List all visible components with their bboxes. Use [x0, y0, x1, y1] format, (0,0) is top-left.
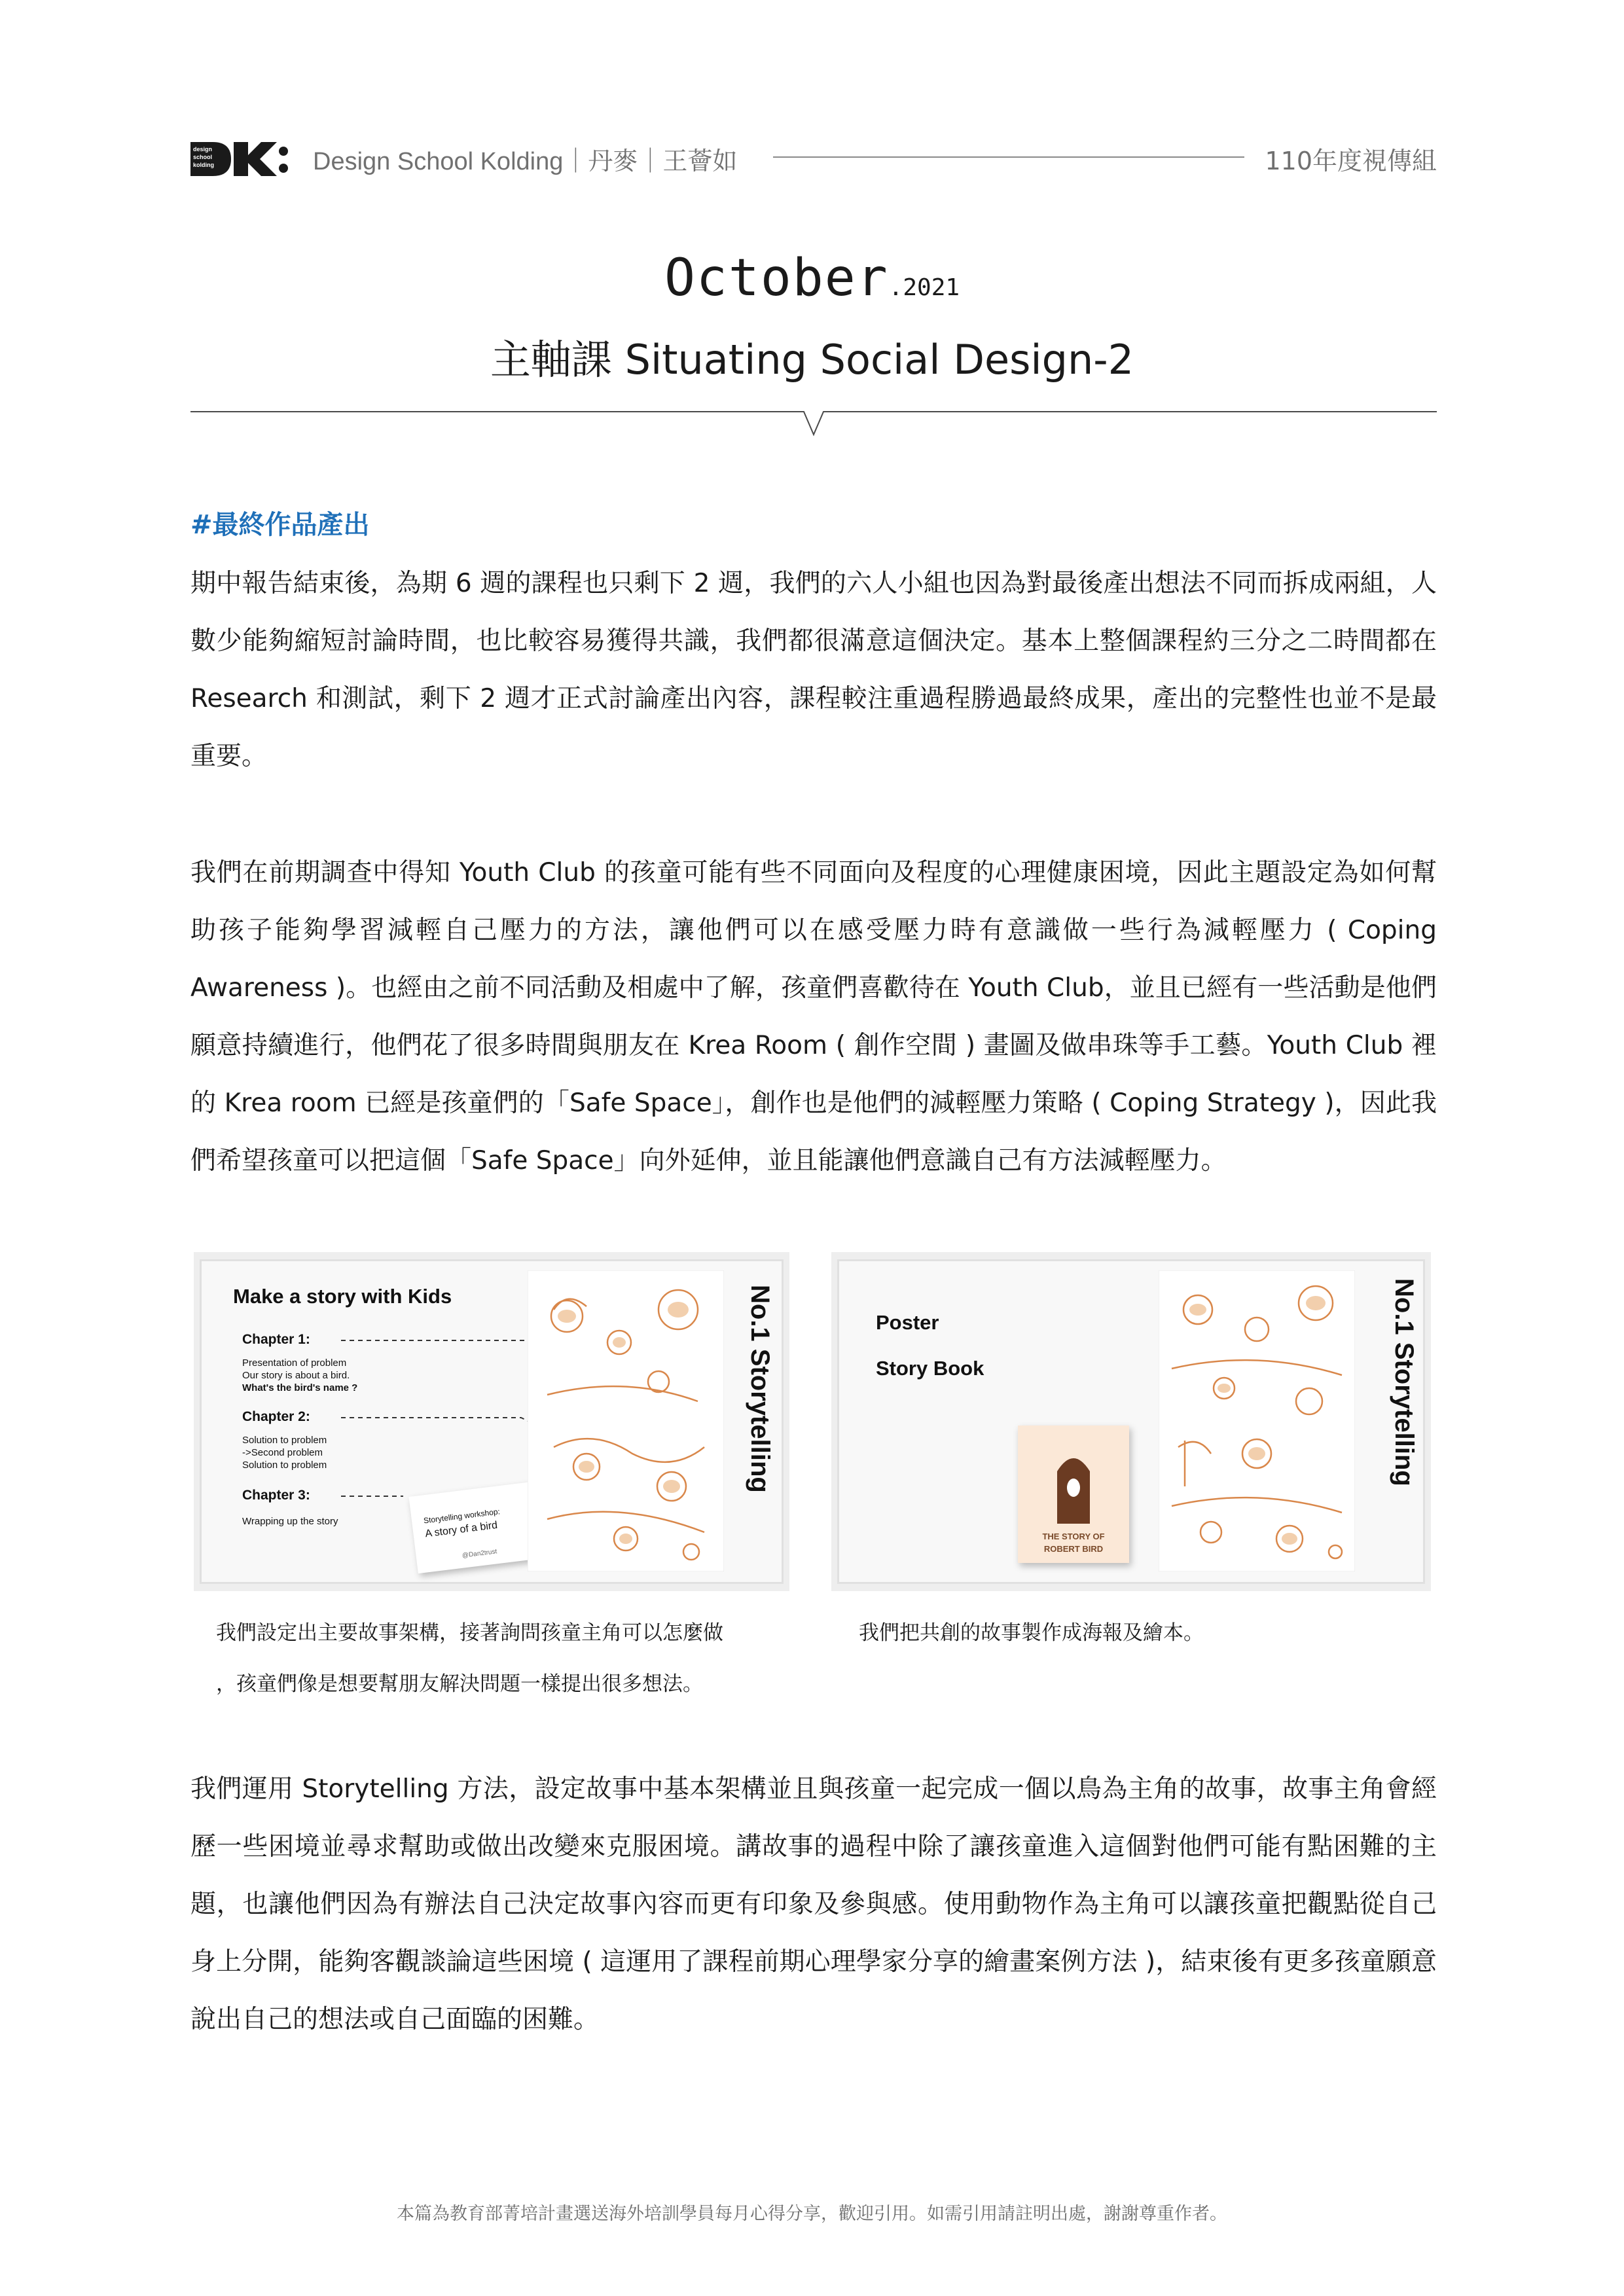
- svg-text:school: school: [193, 154, 213, 160]
- svg-text:design: design: [193, 146, 213, 152]
- fig1-chapter1: Chapter 1:: [242, 1332, 310, 1347]
- section-heading: #最終作品產出: [190, 510, 370, 540]
- page-footer: 本篇為教育部菁培計畫選送海外培訓學員每月心得分享，歡迎引用。如需引用請註明出處，謝謝尊重作者。: [397, 2204, 1227, 2224]
- paragraph-3: 我們運用 Storytelling 方法，設定故事中基本架構並且與孩童一起完成一個以鳥為主角的故事，故事主角會經歷一些困境並尋求幫助或做出改變來克服困境。講故事的過程中除了讓孩童進入這個對他們可能有點困難的主題，也讓他們因為有辦法自己決定故事內容而更有印象及參與感。使用動物作為主角可以讓孩童把觀點從自己身上分開，能夠客觀談論這些困境 ( 這運用了課程前期心理學家分享的繪畫案例方法 )，結束後有更多孩童願意說出自己的想法或自己面臨的困難。: [190, 1774, 1437, 2034]
- svg-text:kolding: kolding: [193, 162, 214, 168]
- fig1-side-label: No.1 Storytelling: [746, 1285, 774, 1493]
- dk-logo: [190, 142, 289, 176]
- title-divider: [190, 411, 1437, 437]
- fig1-chapter1-line2: Our story is about a bird.: [242, 1370, 350, 1381]
- header-rule: [773, 156, 1244, 158]
- figure-storytelling-structure: [194, 1252, 789, 1591]
- fig2-storybook-cover: [1018, 1426, 1129, 1563]
- fig1-chapter3: Chapter 3:: [242, 1488, 310, 1503]
- page-header: [190, 134, 1437, 180]
- header-school: Design School Kolding｜丹麥｜王薈如: [313, 148, 738, 175]
- fig2-label-poster: Poster: [876, 1311, 939, 1334]
- figure2-caption: 我們把共創的故事製作成海報及繪本。: [859, 1621, 1204, 1645]
- fig2-side-label: No.1 Storytelling: [1390, 1278, 1418, 1486]
- paragraph-2: 我們在前期調查中得知 Youth Club 的孩童可能有些不同面向及程度的心理健康困境，因此主題設定為如何幫助孩子能夠學習減輕自己壓力的方法，讓他們可以在感受壓力時有意識做一些行為減輕壓力 ( Coping Awareness )。也經由之前不同活動及相處中了解，孩童們喜歡待在 Youth Club，並且已經有一些活動是他們願意持續進行，他們花了很多時間與朋友在 Krea Room ( 創作空間 ) 畫圖及做串珠等手工藝。Youth Club 裡的 Krea room 已經是孩童們的「Safe Space」，創作也是他們的減輕壓力策略 ( Coping Strategy )，因此我們希望孩童可以把這個「Safe Space」向外延伸，並且能讓他們意識自己有方法減輕壓力。: [190, 858, 1437, 1175]
- paragraph-1: 期中報告結束後，為期 6 週的課程也只剩下 2 週，我們的六人小組也因為對最後產出想法不同而拆成兩組，人數少能夠縮短討論時間，也比較容易獲得共識，我們都很滿意這個決定。基本上整個課程約三分之二時間都在 Research 和測試，剩下 2 週才正式討論產出內容，課程較注重過程勝過最終成果，產出的完整性也並不是最重要。: [190, 569, 1437, 771]
- course-title: 主軸課 Situating Social Design-2: [490, 336, 1134, 384]
- title-year: .2021: [888, 274, 960, 301]
- fig1-chapter3-line1: Wrapping up the story: [242, 1516, 338, 1527]
- fig1-chapter2-line3: Solution to problem: [242, 1460, 327, 1471]
- fig2-book-title: THE STORY OF ROBERT BIRD: [1042, 1532, 1105, 1554]
- title-month: October: [664, 249, 889, 308]
- fig2-label-storybook: Story Book: [876, 1357, 984, 1380]
- figure-poster-storybook: [831, 1252, 1431, 1591]
- fig1-workshop-card: [409, 1482, 542, 1573]
- fig1-card-line2: A story of a bird: [424, 1519, 499, 1540]
- fig1-card-credit: @Dan2trust: [461, 1548, 497, 1560]
- fig1-chapter1-line3: What's the bird's name ?: [242, 1382, 358, 1393]
- fig1-card-line1: Storytelling workshop:: [423, 1507, 501, 1526]
- figure1-caption-line2: ，孩童們像是想要幫朋友解決問題一樣提出很多想法。: [216, 1672, 703, 1696]
- fig1-chapter1-line1: Presentation of problem: [242, 1357, 347, 1369]
- header-group: 110年度視傳組: [1265, 147, 1437, 175]
- fig2-poster-sketch: [1159, 1270, 1355, 1571]
- fig1-title: Make a story with Kids: [233, 1285, 452, 1308]
- figure1-caption: [216, 1607, 723, 1710]
- fig1-poster-sketch: [528, 1270, 724, 1571]
- figure1-caption-line1: 我們設定出主要故事架構，接著詢問孩童主角可以怎麼做: [216, 1621, 723, 1645]
- fig1-chapter2: Chapter 2:: [242, 1409, 310, 1424]
- fig1-chapter2-line2: ->Second problem: [242, 1447, 323, 1458]
- fig1-chapter2-line1: Solution to problem: [242, 1435, 327, 1446]
- title-date: [0, 249, 1624, 308]
